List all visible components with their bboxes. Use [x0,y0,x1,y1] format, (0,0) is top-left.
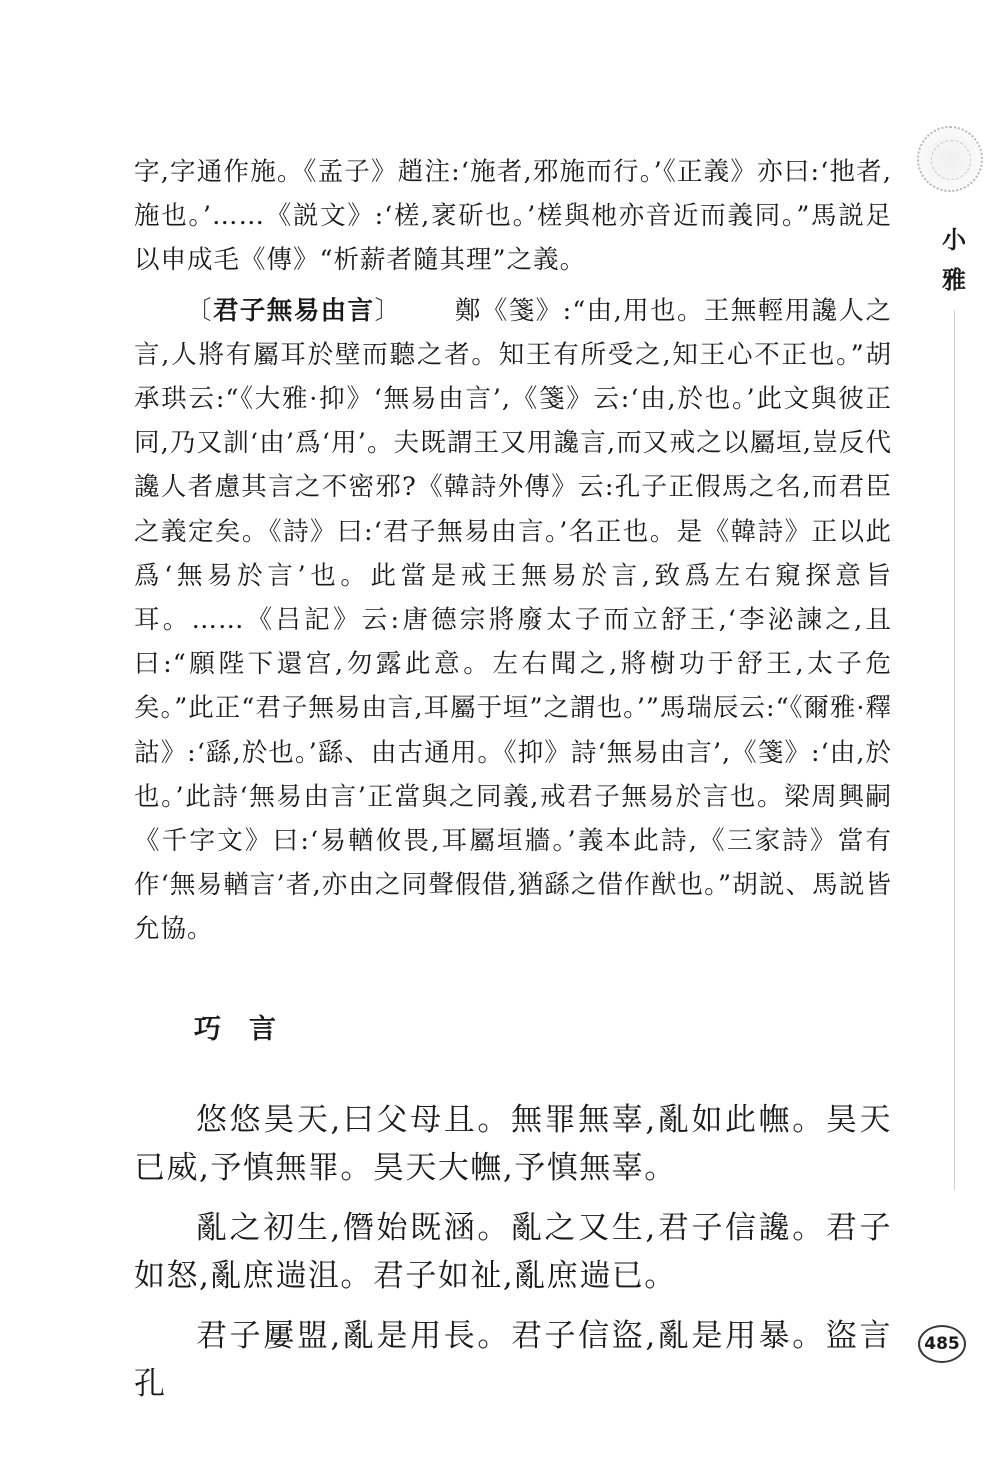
poem-body [134,1096,892,1408]
entry-paragraph [134,289,892,952]
page-content [134,150,892,1420]
entry-text: 鄭《箋》:“由,用也。王無輕用讒人之言,人將有屬耳於壁而聽之者。知王有所受之,知王心不正也。”胡承珙云:“《大雅·抑》‘無易由言’,《箋》云:‘由,於也。’此文與彼正同,乃又訓‘由’爲‘用’。夫既謂王又用讒言,而又戒之以屬垣,豈反代讒人者慮其言之不密邪?《韓詩外傳》云:孔子正假馬之名,而君臣之義定矣。《詩》曰:‘君子無易由言。’名正也。是《韓詩》正以此爲‘無易於言’也。此當是戒王無易於言,致爲左右窺探意旨耳。……《吕記》云:唐德宗將廢太子而立舒王,‘李泌諫之,且曰:“願陛下還宫,勿露此意。左右聞之,將樹功于舒王,太子危矣。”此正“君子無易由言,耳屬于垣”之謂也。’”馬瑞辰云:“《爾雅·釋詁》:‘繇,於也。’繇、由古通用。《抑》詩‘無易由言’,《箋》:‘由,於也。’此詩‘無易由言’正當與之同義,戒君子無易於言也。梁周興嗣《千字文》曰:‘易輶攸畏,耳屬垣牆。’義本此詩,《三家詩》當有作‘無易輶言’者,亦由之同聲假借,猶繇之借作猷也。”胡説、馬説皆允協。 [134,295,892,945]
bracket-open: 〔 [186,295,213,326]
poem-title: 巧言 [194,1013,304,1045]
commentary-block [134,150,892,952]
sidebar [915,120,985,1120]
page-number: 485 [918,1325,966,1363]
poem-stanza: 亂之初生,僭始既涵。亂之又生,君子信讒。君子如怒,亂庶遄沮。君子如祉,亂庶遄已。 [134,1209,892,1294]
commentary-paragraph: 字,字通作施。《孟子》趙注:‘施者,邪施而行。’《正義》亦曰:‘扡者,施也。’……《説文》:‘槎,衺斫也。’槎與杝亦音近而義同。”馬説足以申成毛《傳》“析薪者隨其理”之義。 [134,157,892,276]
seal-emblem [917,126,983,192]
section-label: 小雅 [942,225,966,294]
poem-stanza: 悠悠昊天,曰父母且。無罪無辜,亂如此幠。昊天已威,予慎無罪。昊天大幠,予慎無辜。 [134,1101,892,1186]
sidebar-rule [954,310,955,1190]
bracket-close: 〕 [374,295,402,326]
entry-term: 君子無易由言 [212,295,375,326]
poem-stanza: 君子屢盟,亂是用長。君子信盜,亂是用暴。盜言孔 [134,1317,892,1402]
